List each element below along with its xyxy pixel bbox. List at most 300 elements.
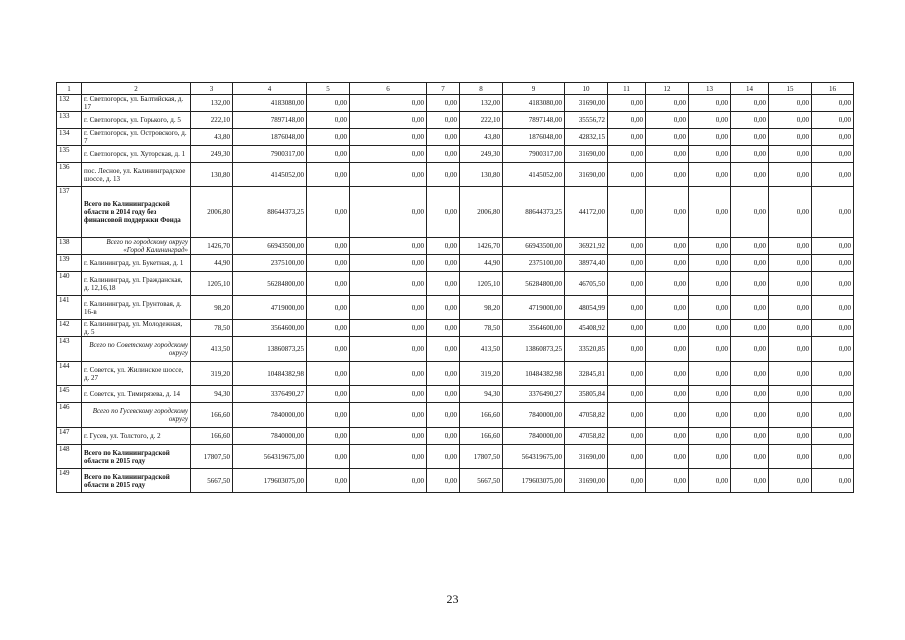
value-cell-col-14: 0,00 — [731, 238, 769, 255]
header-cell: 12 — [646, 83, 689, 95]
value-cell-col-6: 0,00 — [350, 362, 427, 386]
header-cell: 2 — [82, 83, 191, 95]
value-cell-col-12: 0,00 — [646, 255, 689, 272]
table-row — [57, 362, 854, 386]
address-cell: г. Калининград, ул. Молодежная, д. 5 — [82, 320, 191, 337]
table-row — [57, 445, 854, 469]
value-cell-col-5: 0,00 — [307, 469, 350, 493]
value-cell-col-11: 0,00 — [608, 146, 646, 163]
address-cell: г. Светлогорск, ул. Горького, д. 5 — [82, 112, 191, 129]
row-number: 132 — [57, 95, 82, 112]
value-cell-col-12: 0,00 — [646, 337, 689, 362]
value-cell-col-9: 88644373,25 — [503, 187, 565, 238]
header-cell: 4 — [233, 83, 307, 95]
value-cell-col-6: 0,00 — [350, 428, 427, 445]
value-cell-col-16: 0,00 — [812, 238, 854, 255]
total-label-cell: Всего по Советскому городскому округу — [82, 337, 191, 362]
page-number: 23 — [446, 592, 459, 606]
value-cell-col-13: 0,00 — [689, 469, 731, 493]
value-cell-col-6: 0,00 — [350, 403, 427, 428]
value-cell-col-14: 0,00 — [731, 187, 769, 238]
value-cell-col-4: 66943500,00 — [233, 238, 307, 255]
table-row — [57, 112, 854, 129]
value-cell-col-9: 10484382,98 — [503, 362, 565, 386]
value-cell-col-6: 0,00 — [350, 337, 427, 362]
value-cell-col-10: 35805,84 — [565, 386, 608, 403]
value-cell-col-15: 0,00 — [769, 129, 812, 146]
table-row — [57, 255, 854, 272]
table-row — [57, 95, 854, 112]
value-cell-col-10: 31690,00 — [565, 445, 608, 469]
value-cell-col-14: 0,00 — [731, 337, 769, 362]
table-row — [57, 187, 854, 238]
value-cell-col-3: 166,60 — [191, 428, 233, 445]
value-cell-col-13: 0,00 — [689, 386, 731, 403]
table-row — [57, 129, 854, 146]
header-cell: 16 — [812, 83, 854, 95]
value-cell-col-4: 564319675,00 — [233, 445, 307, 469]
value-cell-col-12: 0,00 — [646, 163, 689, 187]
value-cell-col-12: 0,00 — [646, 187, 689, 238]
value-cell-col-16: 0,00 — [812, 445, 854, 469]
value-cell-col-3: 5667,50 — [191, 469, 233, 493]
value-cell-col-16: 0,00 — [812, 469, 854, 493]
address-cell: г. Гусев, ул. Толстого, д. 2 — [82, 428, 191, 445]
value-cell-col-16: 0,00 — [812, 163, 854, 187]
value-cell-col-16: 0,00 — [812, 362, 854, 386]
value-cell-col-9: 13860873,25 — [503, 337, 565, 362]
value-cell-col-14: 0,00 — [731, 428, 769, 445]
value-cell-col-13: 0,00 — [689, 428, 731, 445]
value-cell-col-10: 31690,00 — [565, 95, 608, 112]
value-cell-col-9: 4145052,00 — [503, 163, 565, 187]
value-cell-col-16: 0,00 — [812, 428, 854, 445]
value-cell-col-9: 7900317,00 — [503, 146, 565, 163]
data-table — [56, 82, 854, 493]
value-cell-col-3: 1205,10 — [191, 272, 233, 296]
value-cell-col-10: 38974,40 — [565, 255, 608, 272]
value-cell-col-12: 0,00 — [646, 445, 689, 469]
address-cell: пос. Лесное, ул. Калининградское шоссе, д. 13 — [82, 163, 191, 187]
value-cell-col-4: 3376490,27 — [233, 386, 307, 403]
table-row — [57, 146, 854, 163]
value-cell-col-4: 179603075,00 — [233, 469, 307, 493]
row-number: 144 — [57, 362, 82, 386]
value-cell-col-7: 0,00 — [427, 129, 460, 146]
value-cell-col-10: 42832,15 — [565, 129, 608, 146]
value-cell-col-3: 17807,50 — [191, 445, 233, 469]
value-cell-col-12: 0,00 — [646, 403, 689, 428]
value-cell-col-15: 0,00 — [769, 238, 812, 255]
value-cell-col-15: 0,00 — [769, 95, 812, 112]
table-row — [57, 320, 854, 337]
value-cell-col-13: 0,00 — [689, 296, 731, 320]
value-cell-col-5: 0,00 — [307, 403, 350, 428]
value-cell-col-13: 0,00 — [689, 403, 731, 428]
address-cell: г. Калининград, ул. Гражданская, д. 12,16,18 — [82, 272, 191, 296]
row-number: 143 — [57, 337, 82, 362]
value-cell-col-16: 0,00 — [812, 187, 854, 238]
value-cell-col-14: 0,00 — [731, 296, 769, 320]
value-cell-col-5: 0,00 — [307, 255, 350, 272]
value-cell-col-16: 0,00 — [812, 146, 854, 163]
value-cell-col-13: 0,00 — [689, 238, 731, 255]
value-cell-col-14: 0,00 — [731, 146, 769, 163]
value-cell-col-8: 413,50 — [460, 337, 503, 362]
value-cell-col-10: 47058,82 — [565, 403, 608, 428]
value-cell-col-14: 0,00 — [731, 362, 769, 386]
header-cell: 11 — [608, 83, 646, 95]
header-cell: 13 — [689, 83, 731, 95]
row-number: 134 — [57, 129, 82, 146]
value-cell-col-11: 0,00 — [608, 187, 646, 238]
value-cell-col-14: 0,00 — [731, 403, 769, 428]
value-cell-col-12: 0,00 — [646, 362, 689, 386]
header-cell: 5 — [307, 83, 350, 95]
value-cell-col-8: 166,60 — [460, 428, 503, 445]
value-cell-col-4: 13860873,25 — [233, 337, 307, 362]
value-cell-col-11: 0,00 — [608, 386, 646, 403]
value-cell-col-11: 0,00 — [608, 129, 646, 146]
value-cell-col-9: 7840000,00 — [503, 403, 565, 428]
value-cell-col-4: 7900317,00 — [233, 146, 307, 163]
row-number: 142 — [57, 320, 82, 337]
value-cell-col-11: 0,00 — [608, 337, 646, 362]
value-cell-col-12: 0,00 — [646, 386, 689, 403]
value-cell-col-8: 132,00 — [460, 95, 503, 112]
table-row — [57, 337, 854, 362]
value-cell-col-5: 0,00 — [307, 320, 350, 337]
value-cell-col-10: 31690,00 — [565, 146, 608, 163]
value-cell-col-3: 2006,80 — [191, 187, 233, 238]
value-cell-col-7: 0,00 — [427, 187, 460, 238]
value-cell-col-11: 0,00 — [608, 112, 646, 129]
value-cell-col-13: 0,00 — [689, 146, 731, 163]
value-cell-col-12: 0,00 — [646, 296, 689, 320]
value-cell-col-6: 0,00 — [350, 320, 427, 337]
value-cell-col-5: 0,00 — [307, 337, 350, 362]
row-number: 147 — [57, 428, 82, 445]
address-cell: г. Светлогорск, ул. Хуторская, д. 1 — [82, 146, 191, 163]
value-cell-col-9: 3564600,00 — [503, 320, 565, 337]
value-cell-col-6: 0,00 — [350, 272, 427, 296]
value-cell-col-8: 5667,50 — [460, 469, 503, 493]
value-cell-col-5: 0,00 — [307, 238, 350, 255]
value-cell-col-6: 0,00 — [350, 95, 427, 112]
value-cell-col-13: 0,00 — [689, 255, 731, 272]
value-cell-col-7: 0,00 — [427, 403, 460, 428]
value-cell-col-16: 0,00 — [812, 296, 854, 320]
value-cell-col-15: 0,00 — [769, 255, 812, 272]
value-cell-col-13: 0,00 — [689, 320, 731, 337]
value-cell-col-12: 0,00 — [646, 238, 689, 255]
value-cell-col-4: 4183080,00 — [233, 95, 307, 112]
value-cell-col-10: 46705,50 — [565, 272, 608, 296]
value-cell-col-11: 0,00 — [608, 95, 646, 112]
table-row — [57, 428, 854, 445]
value-cell-col-6: 0,00 — [350, 469, 427, 493]
value-cell-col-16: 0,00 — [812, 112, 854, 129]
value-cell-col-3: 222,10 — [191, 112, 233, 129]
value-cell-col-15: 0,00 — [769, 112, 812, 129]
value-cell-col-8: 1205,10 — [460, 272, 503, 296]
value-cell-col-4: 56284800,00 — [233, 272, 307, 296]
value-cell-col-11: 0,00 — [608, 445, 646, 469]
address-cell: г. Советск, ул. Жилинское шоссе, д. 27 — [82, 362, 191, 386]
value-cell-col-7: 0,00 — [427, 238, 460, 255]
value-cell-col-7: 0,00 — [427, 386, 460, 403]
value-cell-col-4: 10484382,98 — [233, 362, 307, 386]
value-cell-col-14: 0,00 — [731, 320, 769, 337]
value-cell-col-15: 0,00 — [769, 445, 812, 469]
value-cell-col-4: 7840000,00 — [233, 403, 307, 428]
value-cell-col-8: 1426,70 — [460, 238, 503, 255]
value-cell-col-8: 43,80 — [460, 129, 503, 146]
row-number: 136 — [57, 163, 82, 187]
value-cell-col-9: 1876048,00 — [503, 129, 565, 146]
value-cell-col-13: 0,00 — [689, 163, 731, 187]
value-cell-col-8: 98,20 — [460, 296, 503, 320]
value-cell-col-13: 0,00 — [689, 187, 731, 238]
value-cell-col-6: 0,00 — [350, 296, 427, 320]
value-cell-col-9: 66943500,00 — [503, 238, 565, 255]
value-cell-col-3: 98,20 — [191, 296, 233, 320]
value-cell-col-15: 0,00 — [769, 320, 812, 337]
value-cell-col-3: 132,00 — [191, 95, 233, 112]
value-cell-col-7: 0,00 — [427, 112, 460, 129]
row-number: 137 — [57, 187, 82, 238]
value-cell-col-14: 0,00 — [731, 445, 769, 469]
total-label-cell: Всего по городскому округу «Город Калининград» — [82, 238, 191, 255]
value-cell-col-16: 0,00 — [812, 255, 854, 272]
value-cell-col-9: 4183080,00 — [503, 95, 565, 112]
table-row — [57, 272, 854, 296]
value-cell-col-8: 2006,80 — [460, 187, 503, 238]
value-cell-col-3: 130,80 — [191, 163, 233, 187]
value-cell-col-11: 0,00 — [608, 469, 646, 493]
value-cell-col-4: 88644373,25 — [233, 187, 307, 238]
header-cell: 8 — [460, 83, 503, 95]
value-cell-col-16: 0,00 — [812, 386, 854, 403]
value-cell-col-7: 0,00 — [427, 428, 460, 445]
value-cell-col-10: 32845,81 — [565, 362, 608, 386]
value-cell-col-13: 0,00 — [689, 337, 731, 362]
value-cell-col-13: 0,00 — [689, 272, 731, 296]
value-cell-col-10: 45408,92 — [565, 320, 608, 337]
value-cell-col-7: 0,00 — [427, 272, 460, 296]
value-cell-col-3: 413,50 — [191, 337, 233, 362]
row-number: 145 — [57, 386, 82, 403]
value-cell-col-5: 0,00 — [307, 362, 350, 386]
row-number: 140 — [57, 272, 82, 296]
value-cell-col-6: 0,00 — [350, 445, 427, 469]
value-cell-col-9: 2375100,00 — [503, 255, 565, 272]
table-row — [57, 163, 854, 187]
value-cell-col-4: 7840000,00 — [233, 428, 307, 445]
value-cell-col-15: 0,00 — [769, 403, 812, 428]
value-cell-col-15: 0,00 — [769, 337, 812, 362]
value-cell-col-14: 0,00 — [731, 163, 769, 187]
value-cell-col-8: 319,20 — [460, 362, 503, 386]
value-cell-col-16: 0,00 — [812, 272, 854, 296]
value-cell-col-8: 249,30 — [460, 146, 503, 163]
value-cell-col-6: 0,00 — [350, 238, 427, 255]
value-cell-col-13: 0,00 — [689, 95, 731, 112]
value-cell-col-14: 0,00 — [731, 272, 769, 296]
value-cell-col-8: 222,10 — [460, 112, 503, 129]
value-cell-col-6: 0,00 — [350, 129, 427, 146]
value-cell-col-5: 0,00 — [307, 272, 350, 296]
value-cell-col-8: 94,30 — [460, 386, 503, 403]
value-cell-col-7: 0,00 — [427, 146, 460, 163]
value-cell-col-5: 0,00 — [307, 445, 350, 469]
value-cell-col-11: 0,00 — [608, 296, 646, 320]
value-cell-col-13: 0,00 — [689, 112, 731, 129]
value-cell-col-13: 0,00 — [689, 362, 731, 386]
value-cell-col-11: 0,00 — [608, 255, 646, 272]
value-cell-col-14: 0,00 — [731, 469, 769, 493]
header-cell: 10 — [565, 83, 608, 95]
value-cell-col-12: 0,00 — [646, 95, 689, 112]
value-cell-col-3: 319,20 — [191, 362, 233, 386]
value-cell-col-12: 0,00 — [646, 428, 689, 445]
value-cell-col-7: 0,00 — [427, 95, 460, 112]
value-cell-col-9: 179603075,00 — [503, 469, 565, 493]
value-cell-col-7: 0,00 — [427, 362, 460, 386]
value-cell-col-8: 44,90 — [460, 255, 503, 272]
address-cell: г. Светлогорск, ул. Балтийская, д. 17 — [82, 95, 191, 112]
value-cell-col-11: 0,00 — [608, 320, 646, 337]
table-row — [57, 386, 854, 403]
value-cell-col-4: 7897148,00 — [233, 112, 307, 129]
value-cell-col-7: 0,00 — [427, 445, 460, 469]
total-label-cell: Всего по Калининградской области в 2014 году без финансовой поддержки Фонда — [82, 187, 191, 238]
row-number: 139 — [57, 255, 82, 272]
value-cell-col-10: 33520,85 — [565, 337, 608, 362]
value-cell-col-6: 0,00 — [350, 112, 427, 129]
value-cell-col-8: 17807,50 — [460, 445, 503, 469]
value-cell-col-16: 0,00 — [812, 337, 854, 362]
value-cell-col-5: 0,00 — [307, 163, 350, 187]
header-cell: 1 — [57, 83, 82, 95]
value-cell-col-5: 0,00 — [307, 112, 350, 129]
value-cell-col-5: 0,00 — [307, 386, 350, 403]
value-cell-col-5: 0,00 — [307, 129, 350, 146]
value-cell-col-3: 94,30 — [191, 386, 233, 403]
value-cell-col-16: 0,00 — [812, 129, 854, 146]
value-cell-col-10: 48054,99 — [565, 296, 608, 320]
header-cell: 14 — [731, 83, 769, 95]
table-row — [57, 403, 854, 428]
header-cell: 7 — [427, 83, 460, 95]
value-cell-col-6: 0,00 — [350, 386, 427, 403]
value-cell-col-10: 35556,72 — [565, 112, 608, 129]
value-cell-col-10: 47058,82 — [565, 428, 608, 445]
value-cell-col-11: 0,00 — [608, 272, 646, 296]
value-cell-col-3: 249,30 — [191, 146, 233, 163]
row-number: 141 — [57, 296, 82, 320]
address-cell: г. Калининград, ул. Букетная, д. 1 — [82, 255, 191, 272]
value-cell-col-5: 0,00 — [307, 428, 350, 445]
value-cell-col-12: 0,00 — [646, 129, 689, 146]
value-cell-col-7: 0,00 — [427, 337, 460, 362]
value-cell-col-15: 0,00 — [769, 296, 812, 320]
value-cell-col-7: 0,00 — [427, 163, 460, 187]
header-row — [57, 83, 854, 95]
total-label-cell: Всего по Гусевскому городскому округу — [82, 403, 191, 428]
value-cell-col-15: 0,00 — [769, 187, 812, 238]
value-cell-col-15: 0,00 — [769, 386, 812, 403]
value-cell-col-15: 0,00 — [769, 163, 812, 187]
value-cell-col-7: 0,00 — [427, 320, 460, 337]
value-cell-col-12: 0,00 — [646, 272, 689, 296]
row-number: 138 — [57, 238, 82, 255]
value-cell-col-15: 0,00 — [769, 272, 812, 296]
value-cell-col-9: 564319675,00 — [503, 445, 565, 469]
value-cell-col-11: 0,00 — [608, 163, 646, 187]
value-cell-col-5: 0,00 — [307, 296, 350, 320]
value-cell-col-3: 78,50 — [191, 320, 233, 337]
value-cell-col-11: 0,00 — [608, 403, 646, 428]
row-number: 146 — [57, 403, 82, 428]
value-cell-col-14: 0,00 — [731, 112, 769, 129]
value-cell-col-16: 0,00 — [812, 403, 854, 428]
row-number: 148 — [57, 445, 82, 469]
value-cell-col-12: 0,00 — [646, 112, 689, 129]
value-cell-col-9: 7840000,00 — [503, 428, 565, 445]
value-cell-col-3: 166,60 — [191, 403, 233, 428]
value-cell-col-16: 0,00 — [812, 320, 854, 337]
table-row — [57, 238, 854, 255]
value-cell-col-5: 0,00 — [307, 187, 350, 238]
value-cell-col-10: 31690,00 — [565, 469, 608, 493]
value-cell-col-14: 0,00 — [731, 95, 769, 112]
value-cell-col-5: 0,00 — [307, 95, 350, 112]
address-cell: г. Калининград, ул. Грунтовая, д. 16-в — [82, 296, 191, 320]
value-cell-col-7: 0,00 — [427, 296, 460, 320]
value-cell-col-6: 0,00 — [350, 255, 427, 272]
value-cell-col-4: 3564600,00 — [233, 320, 307, 337]
row-number: 135 — [57, 146, 82, 163]
table-row — [57, 296, 854, 320]
header-cell: 15 — [769, 83, 812, 95]
total-label-cell: Всего по Калининградской области в 2015 году — [82, 445, 191, 469]
value-cell-col-3: 43,80 — [191, 129, 233, 146]
value-cell-col-10: 36921,92 — [565, 238, 608, 255]
value-cell-col-14: 0,00 — [731, 129, 769, 146]
value-cell-col-8: 166,60 — [460, 403, 503, 428]
value-cell-col-9: 3376490,27 — [503, 386, 565, 403]
value-cell-col-9: 4719000,00 — [503, 296, 565, 320]
value-cell-col-8: 78,50 — [460, 320, 503, 337]
value-cell-col-6: 0,00 — [350, 163, 427, 187]
value-cell-col-4: 4145052,00 — [233, 163, 307, 187]
address-cell: г. Советск, ул. Тимирязева, д. 14 — [82, 386, 191, 403]
address-cell: г. Светлогорск, ул. Островского, д. 7 — [82, 129, 191, 146]
value-cell-col-3: 44,90 — [191, 255, 233, 272]
value-cell-col-15: 0,00 — [769, 428, 812, 445]
total-label-cell: Всего по Калининградской области в 2015 году — [82, 469, 191, 493]
value-cell-col-10: 31690,00 — [565, 163, 608, 187]
value-cell-col-13: 0,00 — [689, 445, 731, 469]
value-cell-col-11: 0,00 — [608, 238, 646, 255]
value-cell-col-8: 130,80 — [460, 163, 503, 187]
value-cell-col-15: 0,00 — [769, 362, 812, 386]
value-cell-col-11: 0,00 — [608, 362, 646, 386]
value-cell-col-3: 1426,70 — [191, 238, 233, 255]
value-cell-col-15: 0,00 — [769, 469, 812, 493]
value-cell-col-14: 0,00 — [731, 386, 769, 403]
